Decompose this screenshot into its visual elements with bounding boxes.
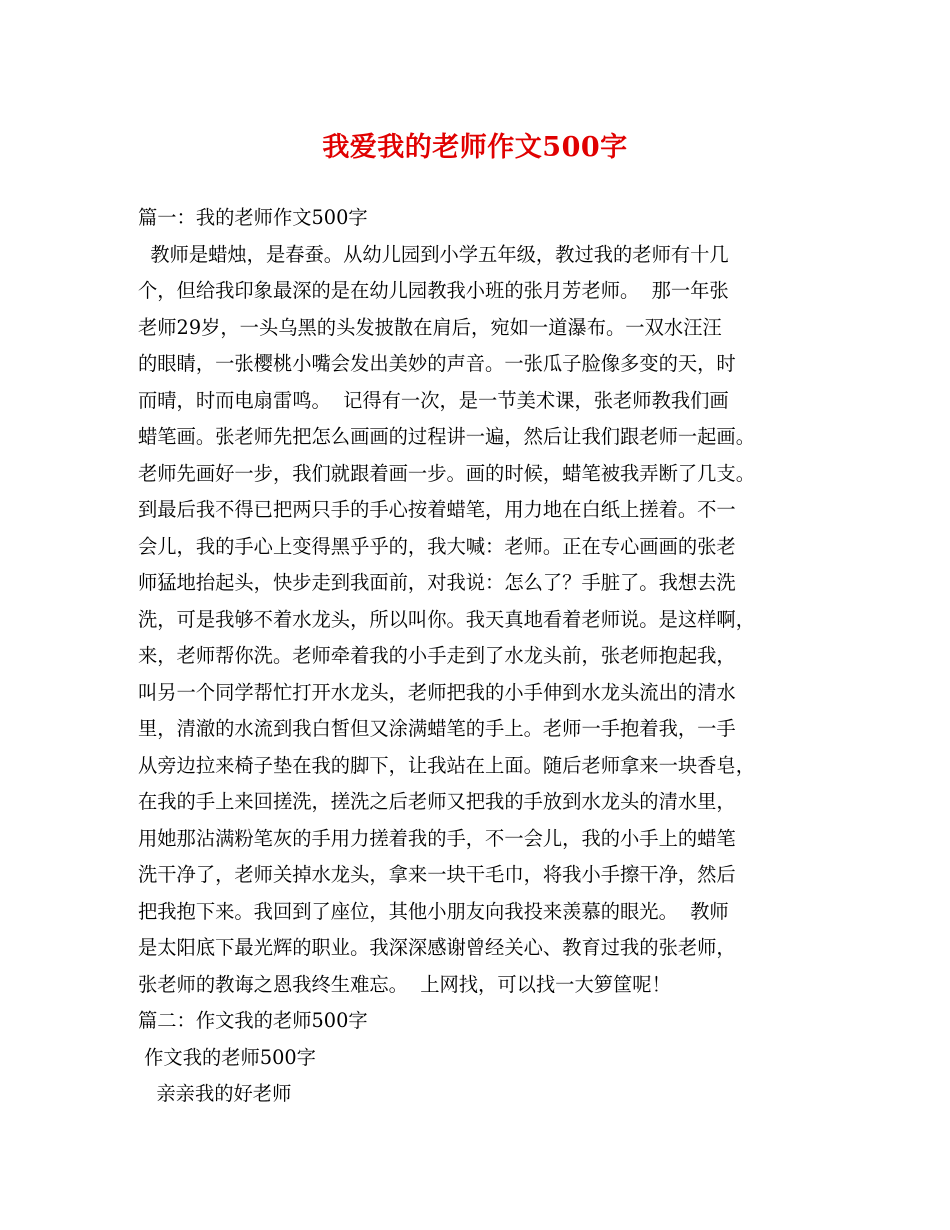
text-line: 张老师的教诲之恩我终生难忘。 上网找，可以找一大箩筐呢！ (138, 972, 671, 996)
text-line: 用她那沾满粉笔灰的手用力搓着我的手，不一会儿，我的小手上的蜡笔 (138, 826, 736, 850)
text-line: 个，但给我印象最深的是在幼儿园教我小班的张月芳老师。 那一年张 (138, 279, 729, 302)
text-line: 是太阳底下最光辉的职业。我深深感谢曾经关心、教育过我的张老师， (138, 936, 736, 959)
text-line: 来，老师帮你洗。老师牵着我的小手走到了水龙头前，张老师抱起我， (138, 644, 736, 667)
text-line: 把我抱下来。我回到了座位，其他小朋友向我投来羡慕的眼光。 教师 (138, 899, 729, 923)
text-line: 师猛地抬起头，快步走到我面前，对我说：怎么了？手脏了。我想去洗 (138, 571, 736, 594)
text-line: 教师是蜡烛，是春蚕。从幼儿园到小学五年级，教过我的老师有十几 (138, 242, 729, 266)
document-body (138, 200, 826, 1113)
text-line: 会儿，我的手心上变得黑乎乎的，我大喊：老师。正在专心画画的张老 (138, 534, 736, 558)
subheading: 作文我的老师500字 (138, 1045, 316, 1069)
text-line: 里，清澈的水流到我白皙但又涂满蜡笔的手上。老师一手抱着我，一手 (138, 717, 736, 740)
text-line: 老师29岁，一头乌黑的头发披散在肩后，宛如一道瀑布。一双水汪汪 (138, 315, 722, 339)
text-line: 而晴，时而电扇雷鸣。 记得有一次，是一节美术课，张老师教我们画 (138, 388, 729, 412)
text-line: 到最后我不得已把两只手的手心按着蜡笔，用力地在白纸上搓着。不一 (138, 498, 736, 521)
text-line: 老师先画好一步，我们就跟着画一步。画的时候，蜡笔被我弄断了几支。 (138, 461, 755, 485)
text-line: 从旁边拉来椅子垫在我的脚下，让我站在上面。随后老师拿来一块香皂， (138, 753, 755, 777)
section-heading-2: 篇二：作文我的老师500字 (138, 1009, 368, 1032)
text-line: 蜡笔画。张老师先把怎么画画的过程讲一遍，然后让我们跟老师一起画。 (138, 425, 755, 448)
document-title: 我爱我的老师作文500字 (322, 132, 628, 163)
subheading: 亲亲我的好老师 (138, 1082, 292, 1105)
text-line: 洗，可是我够不着水龙头，所以叫你。我天真地看着老师说。是这样啊， (138, 607, 755, 631)
text-line: 叫另一个同学帮忙打开水龙头，老师把我的小手伸到水龙头流出的清水 (138, 680, 736, 704)
text-line: 的眼睛，一张樱桃小嘴会发出美妙的声音。一张瓜子脸像多变的天，时 (138, 352, 736, 375)
text-line: 洗干净了，老师关掉水龙头，拿来一块干毛巾，将我小手擦干净，然后 (138, 863, 736, 886)
section-heading-1: 篇一：我的老师作文500字 (138, 206, 368, 229)
text-line: 在我的手上来回搓洗，搓洗之后老师又把我的手放到水龙头的清水里， (138, 790, 736, 813)
